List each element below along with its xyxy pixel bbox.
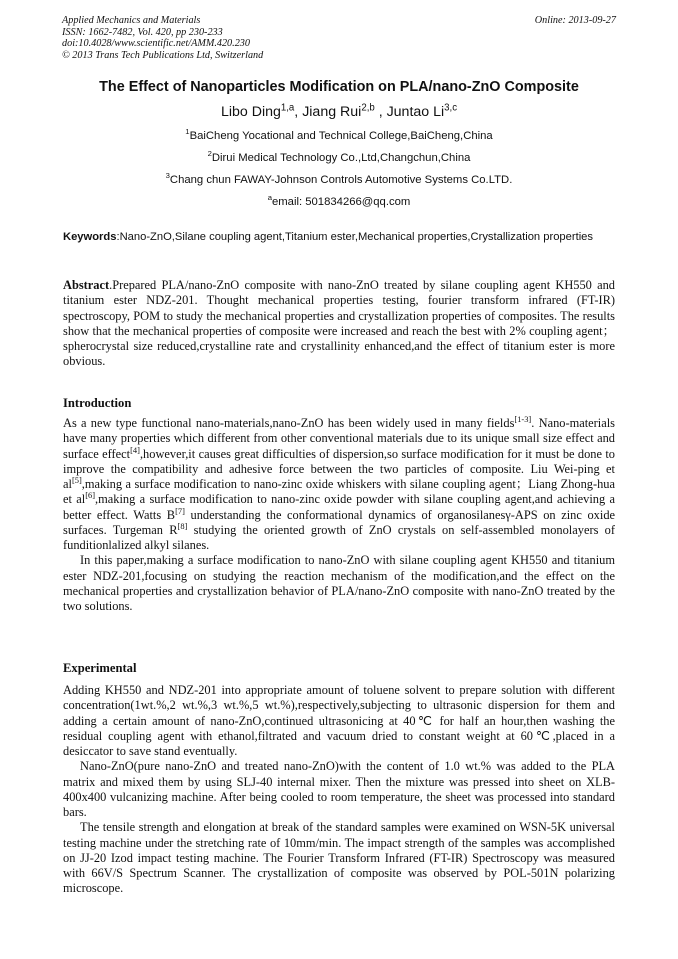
author-line <box>40 104 638 120</box>
text-run: understanding the conformational dynamics of organosilanesγ-APS on zinc oxide surfaces. Turgeman R <box>63 507 616 537</box>
keywords <box>63 230 615 245</box>
text-run: As a new type functional nano-materials,nano-ZnO has been widely used in many fields <box>63 416 515 430</box>
doi-line: doi:10.4028/www.scientific.net/AMM.420.230 <box>62 38 250 50</box>
affiliation-mark: 1 <box>185 127 190 137</box>
citation: [8] <box>177 520 188 531</box>
experimental-section <box>63 683 615 897</box>
experimental-paragraph-1: Adding KH550 and NDZ-201 into appropriate amount of toluene solvent to prepare solution with different concentration(1wt.%,2 wt.%,3 wt.%,5 wt.%),respectively,subjecting to ultrasonic dispersion for them and adding a certain amount of nano-ZnO,continued ultrasonicing at 40℃ for half an hour,then washing the residual coupling agent with ethanol,filtrated and vacuum dried to constant weight at 60℃,placed in a desiccator to save stand eventually. <box>63 683 615 758</box>
experimental-paragraph-2: Nano-ZnO(pure nano-ZnO and treated nano-ZnO)with the content of 1.0 wt.% was added to the PLA matrix and mixed them by using SLJ-40 internal mixer. Then the mixture was pressed into sheet on XLB-400x400 vulcanizing machine. After being cooled to room temperature, the sheet was processed into standard bars. <box>63 759 615 819</box>
online-date: Online: 2013-09-27 <box>534 15 616 26</box>
abstract <box>63 278 615 370</box>
introduction-heading: Introduction <box>63 396 132 410</box>
citation: [4] <box>130 444 140 455</box>
experimental-paragraph-3: The tensile strength and elongation at break of the standard samples were examined on WSN-5K universal testing machine under the stretching rate of 10mm/min. The impact strength of the samples was accomplished on JJ-20 Izod impact testing machine. The Fourier Transform Infrared (FT-IR) Spectroscopy was measured with 66V/S Spectrum Scanner. The crystallization of composite was observed by POL-501N polarizing microscope. <box>63 820 615 896</box>
journal-name: Applied Mechanics and Materials <box>62 15 201 26</box>
author-name: Libo Ding <box>220 104 281 120</box>
email-line <box>40 193 638 208</box>
keywords-text: :Nano-ZnO,Silane coupling agent,Titanium ester,Mechanical properties,Crystallization properties <box>116 231 594 243</box>
citation: [7] <box>175 505 185 516</box>
text-run: studying the oriented growth of ZnO crystals on self-assembled monolayers of funditionlalized alkyl silanes. <box>63 522 615 552</box>
citation: [1-3] <box>514 413 532 424</box>
intro-paragraph-1 <box>63 413 616 553</box>
email-text: email: 501834266@qq.com <box>271 196 411 208</box>
introduction-section <box>63 413 616 614</box>
citation: [5] <box>71 474 82 485</box>
author-separator: , <box>294 104 303 120</box>
text-run: . Nano-materials have many properties which different from other conventional materials due to its unique small size effect and surface effect <box>63 416 615 461</box>
affiliation-mark: 3 <box>165 171 170 181</box>
author-affil-mark: 2,b <box>361 102 375 114</box>
affiliation-text: Dirui Medical Technology Co.,Ltd,Changchun,China <box>211 152 471 164</box>
intro-paragraph-2: In this paper,making a surface modification to nano-ZnO with silane coupling agent KH550 and titanium ester NDZ-201,focusing on studying the reaction mechanism of the modification,and the effect on the mechanical properties and crystallization behavior of PLA/nano-ZnO composite with nano-ZnO treated by the two solutions. <box>63 553 615 613</box>
text-run: ,making a surface modification to nano-zinc oxide whiskers with silane coupling agent；Liang Zhong-hua et al <box>63 477 615 507</box>
affiliation-1 <box>40 127 638 142</box>
text-run: ,however,it causes great difficulties of dispersion,so surface modification for it must be done to improve the compatibility and adhesive force between the two particles of composite. Liu Wei-ping et al <box>63 446 615 491</box>
author-affil-mark: 3,c <box>444 102 458 114</box>
abstract-text: .Prepared PLA/nano-ZnO composite with nano-ZnO treated by silane coupling agent KH550 and titanium ester NDZ-201. Thought mechanical properties testing, fourier transform infrared (FT-IR) spectroscopy, POM to study the mechanical properties and crystallization properties of composites. The results show that the mechanical properties of composite were increased and reach the best with 2% coupling agent；spherocrystal size reduced,crystalline rate and crystallinity enhanced,and the effect of titanium ester is more obvious. <box>63 278 615 369</box>
affiliation-mark: 2 <box>207 149 212 159</box>
copyright-line: © 2013 Trans Tech Publications Ltd, Switzerland <box>62 49 264 61</box>
author-affil-mark: 1,a <box>280 102 295 114</box>
abstract-label: Abstract <box>63 278 110 292</box>
affiliation-mark: a <box>267 193 272 203</box>
affiliation-text: BaiCheng Yocational and Technical College,BaiCheng,China <box>189 130 493 142</box>
author-name: Juntao Li <box>386 104 445 120</box>
affiliation-text: Chang chun FAWAY-Johnson Controls Automotive Systems Co.LTD. <box>169 174 513 186</box>
issn-line: ISSN: 1662-7482, Vol. 420, pp 230-233 <box>62 26 223 38</box>
keywords-label: Keywords <box>63 231 117 243</box>
paper-title: The Effect of Nanoparticles Modification on PLA/nano-ZnO Composite <box>99 79 579 95</box>
author-separator: , <box>374 104 387 120</box>
affiliation-3 <box>40 171 638 186</box>
affiliation-2 <box>40 149 638 164</box>
author-name: Jiang Rui <box>302 104 362 120</box>
citation: [6] <box>85 490 96 501</box>
text-run: ,making a surface modification to nano-zinc oxide powder with silane coupling agent,and achieving a better effect. Watts B <box>63 492 615 522</box>
journal-header <box>62 15 616 61</box>
experimental-heading: Experimental <box>63 661 137 675</box>
